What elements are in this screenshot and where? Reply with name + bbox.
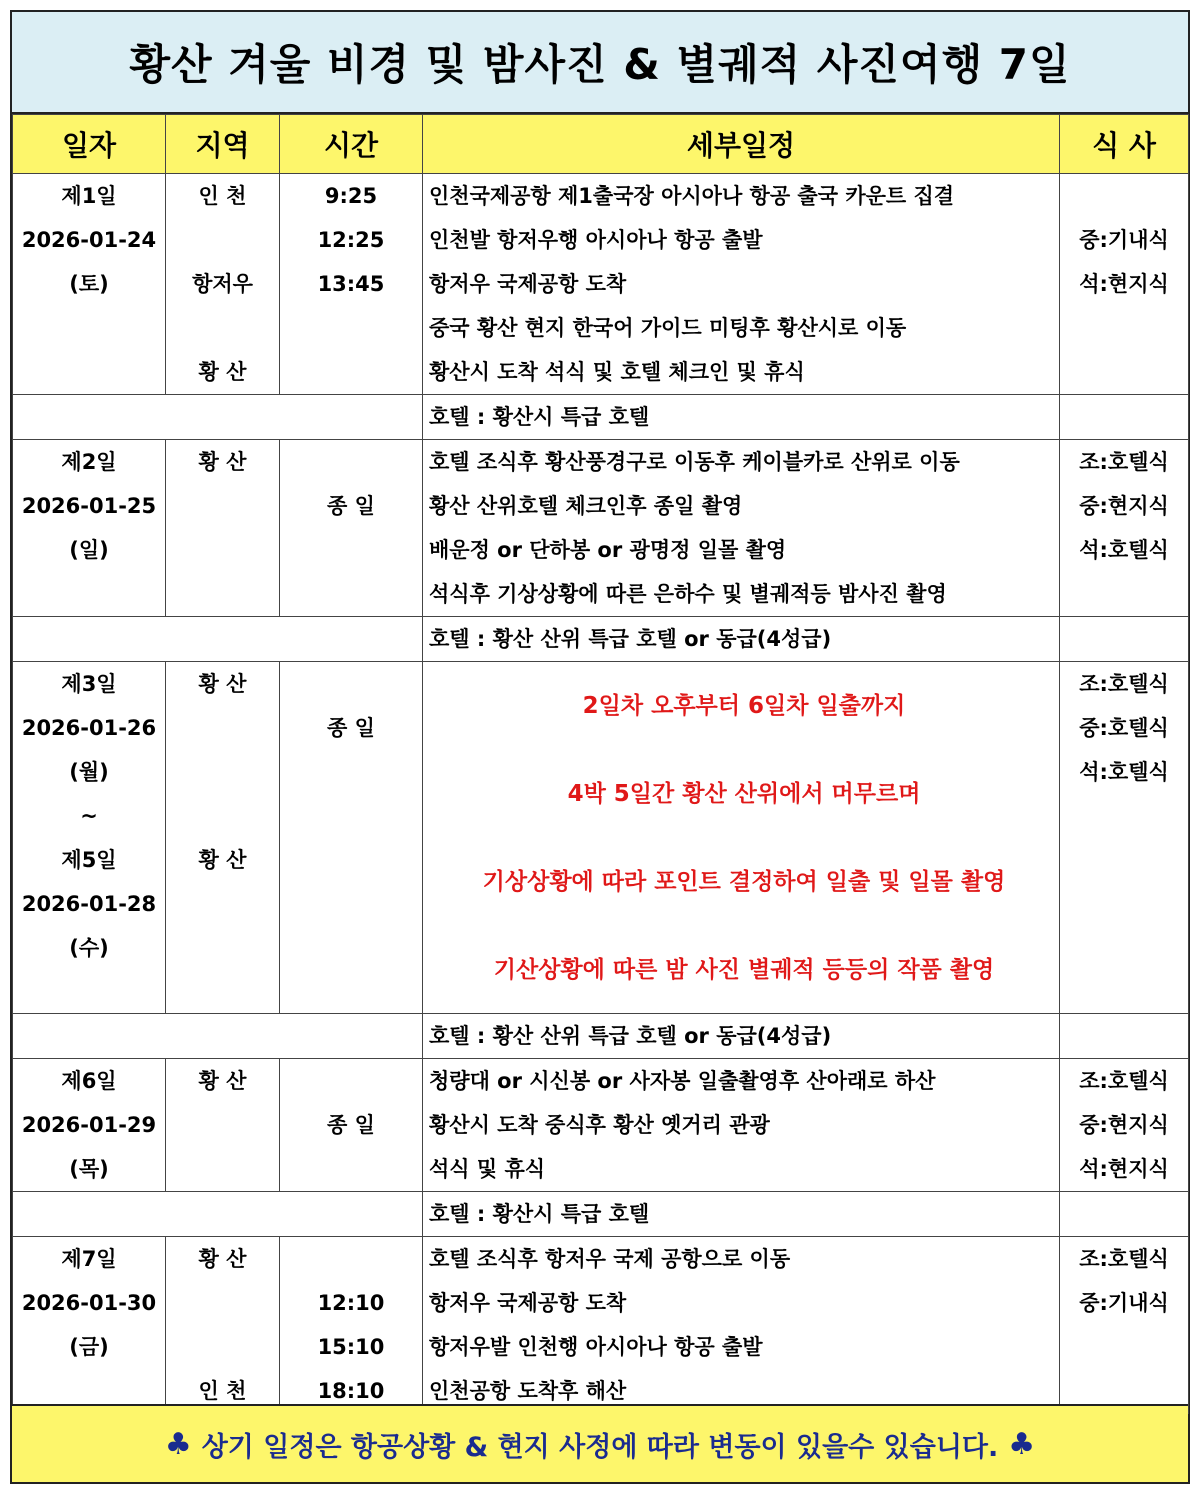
day-weekday: (수): [69, 936, 109, 960]
region-text: [166, 1281, 279, 1325]
detail-text: 인천발 항저우행 아시아나 항공 출발: [429, 228, 763, 252]
time-text: 12:25: [317, 228, 385, 252]
meal-text: 조:호텔식: [1079, 672, 1169, 696]
region-cell: [166, 662, 280, 1014]
time-text: [280, 350, 422, 394]
meal-text: 중:기내식: [1079, 1291, 1169, 1315]
hotel-spacer: [13, 395, 423, 440]
meal-text: [1060, 174, 1188, 218]
region-text: 항저우: [192, 272, 253, 296]
schedule-table: [12, 114, 1189, 1414]
date-cell: [13, 174, 166, 395]
hotel-cell: [423, 1192, 1060, 1237]
day-row: [13, 1059, 1189, 1192]
meal-text: 조:호텔식: [1079, 1069, 1169, 1093]
time-text: [280, 662, 422, 706]
meal-text: 중:현지식: [1079, 494, 1169, 518]
detail-text: 청량대 or 시신봉 or 사자봉 일출촬영후 산아래로 하산: [429, 1069, 936, 1093]
meal-cell: [1060, 662, 1189, 1014]
hotel-row: [13, 1192, 1189, 1237]
meal-text: 석:호텔식: [1079, 760, 1169, 784]
meal-text: 중:호텔식: [1079, 716, 1169, 740]
region-text: 황 산: [198, 360, 247, 384]
highlight-text: 기상상황에 따라 포인트 결정하여 일출 및 일몰 촬영: [482, 869, 1006, 895]
detail-text: 호텔 조식후 황산풍경구로 이동후 케이블카로 산위로 이동: [429, 450, 960, 474]
date-cell: [13, 1237, 166, 1414]
meal-cell: [1060, 1059, 1189, 1192]
hotel-cell: [423, 1014, 1060, 1059]
day-label: 제1일: [61, 184, 117, 208]
day-date: 2026-01-25: [21, 494, 157, 518]
region-text: [166, 750, 279, 794]
date-cell: [13, 440, 166, 617]
hotel-text: 호텔 : 황산 산위 특급 호텔 or 동급(4성급): [429, 1024, 832, 1048]
time-cell: [280, 174, 423, 395]
day-label: 제3일: [61, 672, 117, 696]
region-text: [166, 706, 279, 750]
detail-text: 석식후 기상상황에 따른 은하수 및 별궤적등 밤사진 촬영: [429, 582, 947, 606]
header-detail: 세부일정: [423, 115, 1060, 174]
hotel-meal-empty: [1060, 1192, 1189, 1237]
region-cell: [166, 174, 280, 395]
page-title: 황산 겨울 비경 및 밤사진 & 별궤적 사진여행 7일: [12, 12, 1188, 114]
detail-cell: [423, 662, 1060, 1014]
hotel-text: 호텔 : 황산 산위 특급 호텔 or 동급(4성급): [429, 627, 832, 651]
region-cell: [166, 1237, 280, 1414]
region-text: 황 산: [198, 672, 247, 696]
header-time: 시간: [280, 115, 423, 174]
day-date: 2026-01-26: [21, 716, 157, 740]
detail-cell: [423, 1237, 1060, 1414]
day-label: 제2일: [61, 450, 117, 474]
club-icon: ♣: [164, 1426, 192, 1462]
hotel-row: [13, 617, 1189, 662]
region-text: [166, 1325, 279, 1369]
day-date: 2026-01-28: [21, 892, 157, 916]
meal-text: 석:호텔식: [1079, 538, 1169, 562]
detail-cell: [423, 174, 1060, 395]
header-region: 지역: [166, 115, 280, 174]
hotel-meal-empty: [1060, 1014, 1189, 1059]
region-text: 인 천: [198, 1379, 247, 1403]
day-row: [13, 662, 1189, 1014]
hotel-text: 호텔 : 황산시 특급 호텔: [429, 1202, 650, 1226]
day-weekday: (토): [69, 272, 109, 296]
day-weekday: (월): [69, 760, 109, 784]
detail-text: 항저우 국제공항 도착: [429, 272, 627, 296]
region-text: [166, 218, 279, 262]
detail-text: 배운정 or 단하봉 or 광명정 일몰 촬영: [429, 538, 787, 562]
time-text: [280, 306, 422, 350]
time-cell: [280, 440, 423, 617]
time-text: 13:45: [317, 272, 385, 296]
itinerary-sheet: [10, 10, 1190, 1484]
region-text: 황 산: [198, 848, 247, 872]
hotel-spacer: [13, 617, 423, 662]
highlight-text: 기산상황에 따른 밤 사진 별궤적 등등의 작품 촬영: [493, 957, 995, 983]
day-row: [13, 174, 1189, 395]
time-text: [280, 440, 422, 484]
meal-text: 석:현지식: [1079, 272, 1169, 296]
meal-text: 석:현지식: [1079, 1157, 1169, 1181]
hotel-text: 호텔 : 황산시 특급 호텔: [429, 405, 650, 429]
header-date: 일자: [13, 115, 166, 174]
time-text: 종 일: [327, 1113, 375, 1137]
day-label: 제7일: [61, 1247, 117, 1271]
time-text: 12:10: [317, 1291, 385, 1315]
region-cell: [166, 440, 280, 617]
footer-notice: [12, 1404, 1188, 1482]
time-text: 종 일: [327, 494, 375, 518]
header-row: [13, 115, 1189, 174]
meal-text: 중:현지식: [1079, 1113, 1169, 1137]
day-label: 제5일: [61, 848, 117, 872]
hotel-cell: [423, 395, 1060, 440]
detail-text: 인천국제공항 제1출국장 아시아나 항공 출국 카운트 집결: [429, 184, 955, 208]
detail-cell: [423, 1059, 1060, 1192]
meal-cell: [1060, 174, 1189, 395]
time-text: 18:10: [317, 1379, 385, 1403]
date-cell: [13, 1059, 166, 1192]
day-row: [13, 440, 1189, 617]
hotel-spacer: [13, 1014, 423, 1059]
date-range-tilde: ~: [80, 804, 98, 828]
club-icon: ♣: [1008, 1426, 1036, 1462]
hotel-cell: [423, 617, 1060, 662]
time-cell: [280, 1237, 423, 1414]
detail-text: 항저우발 인천행 아시아나 항공 출발: [429, 1335, 763, 1359]
hotel-meal-empty: [1060, 395, 1189, 440]
time-cell: [280, 662, 423, 1014]
day-row: [13, 1237, 1189, 1414]
header-meal: 식 사: [1060, 115, 1189, 174]
region-text: 황 산: [198, 1247, 247, 1271]
hotel-row: [13, 1014, 1189, 1059]
detail-text: 황산시 도착 중식후 황산 옛거리 관광: [429, 1113, 770, 1137]
meal-text: 조:호텔식: [1079, 1247, 1169, 1271]
detail-text: 항저우 국제공항 도착: [429, 1291, 627, 1315]
hotel-meal-empty: [1060, 617, 1189, 662]
detail-text: 석식 및 휴식: [429, 1157, 546, 1181]
highlight-text: 2일차 오후부터 6일차 일출까지: [582, 693, 906, 719]
region-text: 황 산: [198, 450, 247, 474]
time-cell: [280, 1059, 423, 1192]
day-weekday: (목): [69, 1157, 109, 1181]
detail-text: 인천공항 도착후 해산: [429, 1379, 627, 1403]
day-weekday: (금): [69, 1335, 109, 1359]
meal-text: 중:기내식: [1079, 228, 1169, 252]
region-text: [166, 794, 279, 838]
detail-text: 중국 황산 현지 한국어 가이드 미팅후 황산시로 이동: [429, 316, 907, 340]
meal-text: 조:호텔식: [1079, 450, 1169, 474]
region-text: 인 천: [198, 184, 247, 208]
time-text: [280, 1059, 422, 1103]
hotel-spacer: [13, 1192, 423, 1237]
region-cell: [166, 1059, 280, 1192]
region-text: 황 산: [198, 1069, 247, 1093]
detail-cell: [423, 440, 1060, 617]
day-label: 제6일: [61, 1069, 117, 1093]
detail-text: 황산시 도착 석식 및 호텔 체크인 및 휴식: [429, 360, 805, 384]
time-text: [280, 1237, 422, 1281]
detail-text: 황산 산위호텔 체크인후 종일 촬영: [429, 494, 743, 518]
time-text: 15:10: [317, 1335, 385, 1359]
day-weekday: (일): [69, 538, 109, 562]
meal-cell: [1060, 1237, 1189, 1414]
date-cell: [13, 662, 166, 1014]
detail-text: 호텔 조식후 항저우 국제 공항으로 이동: [429, 1247, 791, 1271]
meal-cell: [1060, 440, 1189, 617]
region-text: [166, 306, 279, 350]
time-text: 종 일: [327, 716, 375, 740]
day-date: 2026-01-30: [21, 1291, 157, 1315]
footer-text: 상기 일정은 항공상황 & 현지 사정에 따라 변동이 있을수 있습니다.: [201, 1431, 999, 1463]
day-date: 2026-01-24: [21, 228, 157, 252]
day-date: 2026-01-29: [21, 1113, 157, 1137]
hotel-row: [13, 395, 1189, 440]
highlight-text: 4박 5일간 황산 산위에서 머무르며: [567, 781, 921, 807]
time-text: 9:25: [324, 184, 378, 208]
